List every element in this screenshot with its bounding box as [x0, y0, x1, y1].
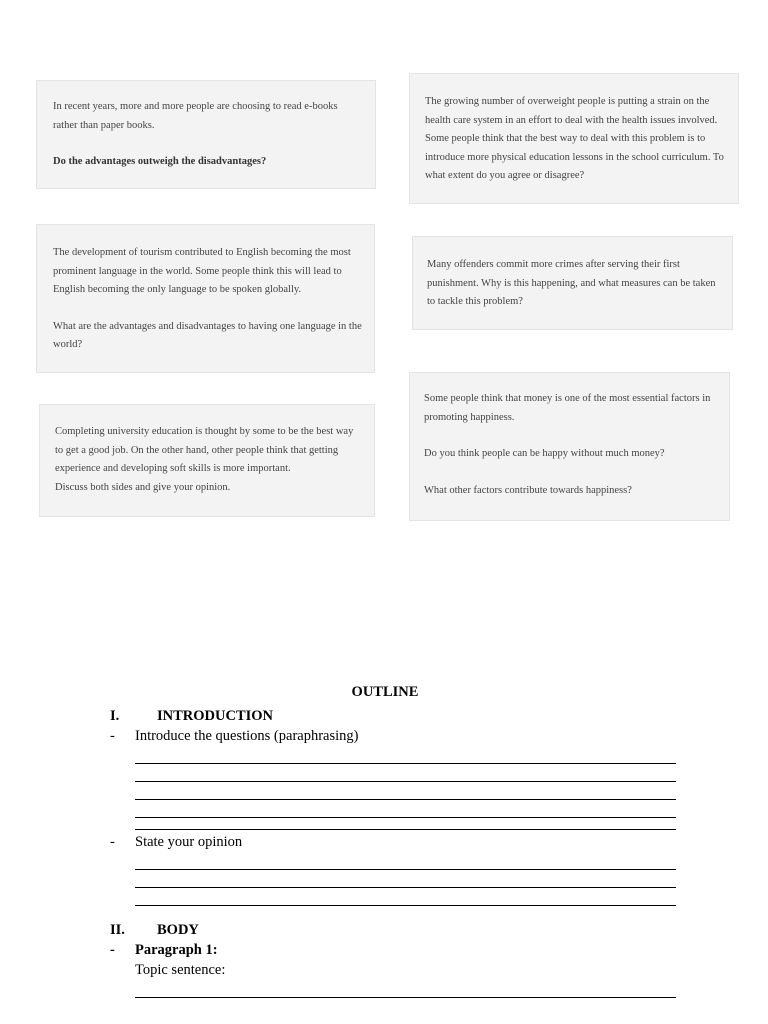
bullet: - — [110, 728, 115, 744]
card-text: Some people think that money is one of the most essential factors in promoting happiness. — [424, 393, 711, 423]
card-question: What other factors contribute towards happiness? — [424, 484, 632, 496]
answer-line[interactable] — [135, 870, 676, 888]
answer-line[interactable] — [135, 782, 676, 800]
prompt-card-offenders — [412, 236, 733, 330]
card-text: Many offenders commit more crimes after serving their first punishment. Why is this happening, and what measures can be taken to tackle this problem? — [427, 259, 716, 307]
outline-sublabel-topic-sentence: Topic sentence: — [135, 962, 226, 978]
outline-title: OUTLINE — [351, 684, 419, 700]
card-question: Do the advantages outweigh the disadvantages? — [53, 156, 267, 167]
outline-item-introduce-questions — [110, 726, 680, 746]
answer-line[interactable] — [135, 800, 676, 818]
card-text: The growing number of overweight people is putting a strain on the health care system in an effort to deal with the health issues involved. Some people think that the best way to deal with this problem is to introduce more physical education lessons in the school curriculum. To what extent do you agree or disagree? — [425, 96, 724, 181]
section-number: I. — [110, 708, 120, 724]
card-question: What are the advantages and disadvantages to having one language in the world? — [53, 320, 362, 350]
answer-line[interactable] — [135, 764, 676, 782]
bullet: - — [110, 834, 115, 850]
answer-line[interactable] — [135, 746, 676, 764]
prompt-card-ebooks — [36, 80, 376, 189]
prompt-card-english-language — [36, 224, 375, 373]
section-body-heading — [110, 920, 680, 940]
item-label: Paragraph 1: — [135, 942, 218, 958]
card-text: In recent years, more and more people are choosing to read e-books rather than paper books. — [53, 101, 338, 131]
item-label: Introduce the questions (paraphrasing) — [135, 728, 359, 744]
prompt-card-money-happiness — [409, 372, 730, 521]
outline-item-paragraph-1 — [110, 940, 680, 960]
section-number: II. — [110, 922, 125, 938]
card-question: Do you think people can be happy without much money? — [424, 448, 665, 459]
answer-line[interactable] — [135, 818, 676, 830]
essay-outline — [110, 682, 680, 998]
card-text: Completing university education is thought by some to be the best way to get a good job. On the other hand, other people think that getting experience and developing soft skills is more important. — [55, 426, 354, 474]
section-heading: BODY — [157, 922, 199, 938]
section-heading: INTRODUCTION — [157, 708, 274, 724]
card-question: Discuss both sides and give your opinion. — [55, 481, 231, 493]
card-text: The development of tourism contributed to English becoming the most prominent language in the world. Some people think this will lead to English becoming the only language to be spoken globally. — [53, 247, 351, 295]
outline-item-state-opinion — [110, 832, 680, 852]
prompt-card-university — [39, 404, 375, 517]
answer-line[interactable] — [135, 852, 676, 870]
answer-line[interactable] — [135, 888, 676, 906]
prompt-card-overweight — [409, 73, 739, 204]
bullet: - — [110, 942, 115, 958]
section-introduction-heading — [110, 706, 680, 726]
item-label: State your opinion — [135, 834, 243, 850]
answer-line[interactable] — [135, 980, 676, 998]
